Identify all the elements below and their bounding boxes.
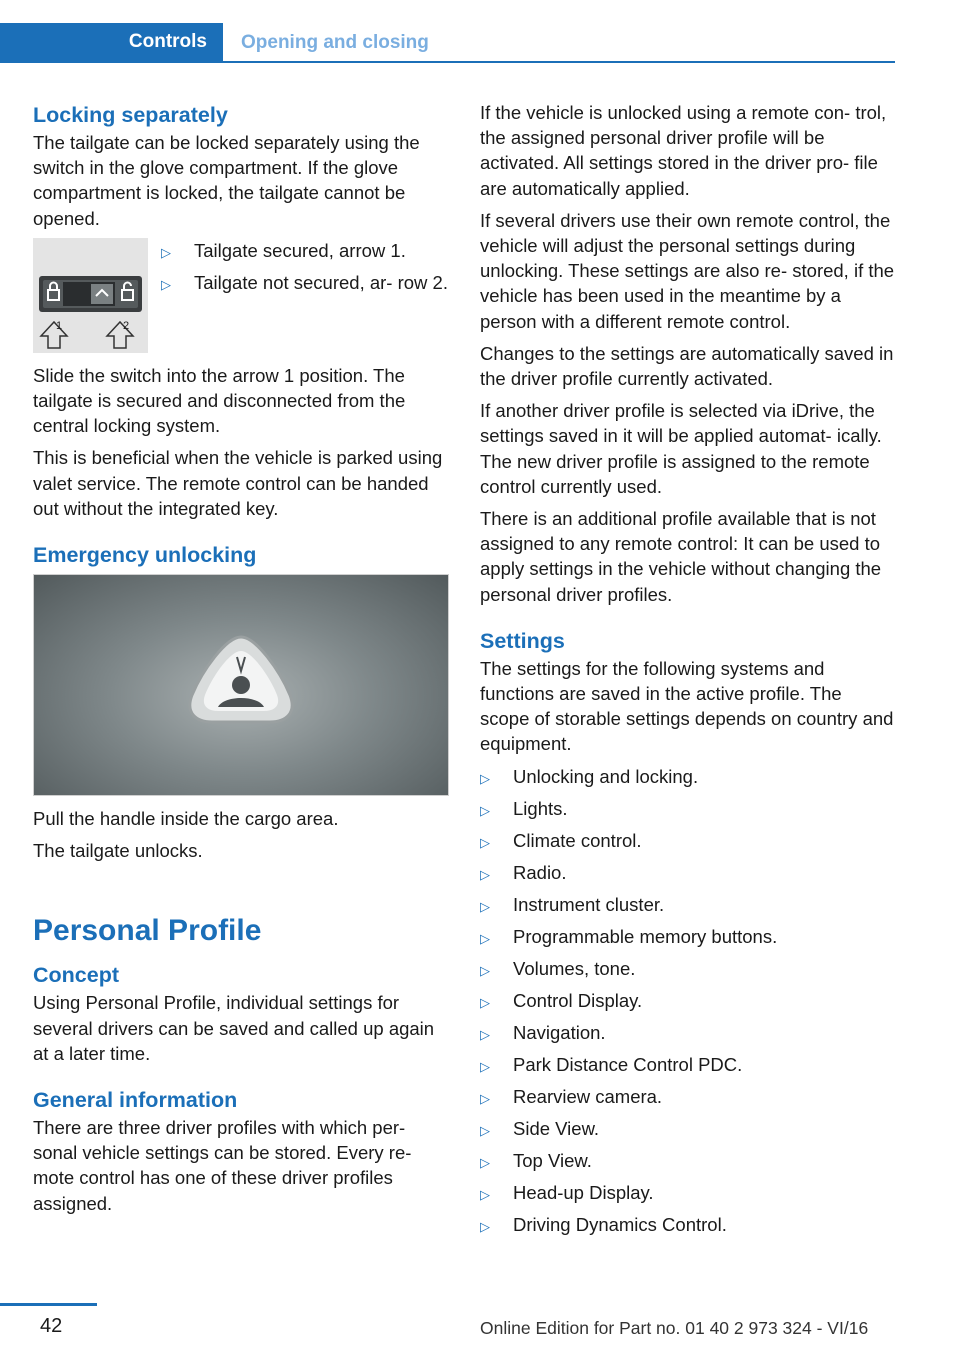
bullet-triangle-icon: ▷ xyxy=(480,770,490,786)
emergency-handle-image xyxy=(33,574,449,796)
bullet-triangle-icon: ▷ xyxy=(480,994,490,1010)
list-item: ▷ Top View. xyxy=(480,1148,895,1173)
bullet-triangle-icon: ▷ xyxy=(161,244,171,260)
right-column xyxy=(480,100,895,1244)
left-column xyxy=(33,100,449,1223)
arrow-2-label: 2 xyxy=(123,319,130,332)
list-item: ▷ Control Display. xyxy=(480,988,895,1013)
arrow-1-label: 1 xyxy=(56,319,63,332)
list-item: ▷ Side View. xyxy=(480,1116,895,1141)
list-item: ▷ Volumes, tone. xyxy=(480,956,895,981)
general-information-text: There are three driver profiles with which per- sonal vehicle settings can be stored. Every re- mote control has one of these driver profiles assigned. xyxy=(33,1117,412,1214)
paragraph-several-drivers: If several drivers use their own remote control, the vehicle will adjust the personal settings during unlocking. These settings are also re- stored, if the vehicle has been used in the meantime by a person with a different remote control. xyxy=(480,209,895,332)
bullet-triangle-icon: ▷ xyxy=(480,1026,490,1042)
list-item: ▷ Driving Dynamics Control. xyxy=(480,1212,895,1237)
list-item: ▷ Instrument cluster. xyxy=(480,892,895,917)
concept-heading: Concept xyxy=(33,963,119,988)
settings-heading: Settings xyxy=(480,628,565,653)
tailgate-switch-image xyxy=(33,238,148,353)
beneficial-text: This is beneficial when the vehicle is parked using valet service. The remote control can be handed out without the integrated key. xyxy=(33,447,443,519)
list-item: ▷ Navigation. xyxy=(480,1020,895,1045)
bullet-triangle-icon: ▷ xyxy=(480,898,490,914)
slide-text: Slide the switch into the arrow 1 position. The tailgate is secured and disconnected from the central locking system. xyxy=(33,364,406,437)
locking-heading: Locking separately xyxy=(33,103,228,127)
list-item: ▷ Tailgate not secured, ar- row 2. xyxy=(161,270,448,295)
page-number: 42 xyxy=(40,1315,63,1337)
paragraph-idrive-profile: If another driver profile is selected via iDrive, the settings saved in it will be applied automat- ically. The new driver profile is assigned to the remote control currently used. xyxy=(480,400,882,497)
emergency-handle-illustration xyxy=(34,575,448,795)
switch-position-list xyxy=(161,238,448,353)
pull-text: Pull the handle inside the cargo area. xyxy=(33,808,339,830)
bullet-triangle-icon: ▷ xyxy=(480,802,490,818)
list-item: ▷ Park Distance Control PDC. xyxy=(480,1052,895,1077)
bullet-triangle-icon: ▷ xyxy=(480,1218,490,1234)
list-item: ▷ Head-up Display. xyxy=(480,1180,895,1205)
list-item: ▷ Climate control. xyxy=(480,828,895,853)
bullet-triangle-icon: ▷ xyxy=(480,962,490,978)
bullet-triangle-icon: ▷ xyxy=(161,276,171,292)
emergency-heading: Emergency unlocking xyxy=(33,543,257,568)
paragraph-additional-profile: There is an additional profile available that is not assigned to any remote control: It can be used to apply settings in the vehicle without changing the personal driver profiles. xyxy=(480,508,882,605)
personal-profile-title: Personal Profile xyxy=(33,914,262,948)
page-header xyxy=(0,23,895,63)
bullet-triangle-icon: ▷ xyxy=(480,1122,490,1138)
section-tab: Opening and closing xyxy=(241,32,429,53)
paragraph-remote-unlock: If the vehicle is unlocked using a remote con- trol, the assigned personal driver profile will be activated. All settings stored in the driver pro- file are automatically applied. xyxy=(480,102,887,199)
list-item: ▷ Tailgate secured, arrow 1. xyxy=(161,238,448,263)
header-rule xyxy=(0,61,895,63)
bullet-triangle-icon: ▷ xyxy=(480,866,490,882)
list-item: ▷ Unlocking and locking. xyxy=(480,764,895,789)
locking-text: The tailgate can be locked separately using the switch in the glove compartment. If the glove compartment is locked, the tailgate cannot be opened. xyxy=(33,132,420,229)
bullet-triangle-icon: ▷ xyxy=(480,1090,490,1106)
bullet-triangle-icon: ▷ xyxy=(480,834,490,850)
paragraph-changes-saved: Changes to the settings are automatically saved in the driver profile currently activated. xyxy=(480,342,894,390)
list-item: ▷ Radio. xyxy=(480,860,895,885)
edition-note: Online Edition for Part no. 01 40 2 973 324 - VI/16 xyxy=(480,1318,869,1338)
list-item: ▷ Programmable memory buttons. xyxy=(480,924,895,949)
list-item: ▷ Lights. xyxy=(480,796,895,821)
footer-rule xyxy=(0,1303,97,1306)
bullet-triangle-icon: ▷ xyxy=(480,1154,490,1170)
bullet-triangle-icon: ▷ xyxy=(480,930,490,946)
switch-figure-row xyxy=(33,238,449,353)
settings-text: The settings for the following systems and functions are saved in the active profile. The scope of storable settings depends on country and equipment. xyxy=(480,657,894,755)
general-information-heading: General information xyxy=(33,1088,238,1113)
tailgate-switch-illustration xyxy=(33,238,148,353)
unlocks-text: The tailgate unlocks. xyxy=(33,840,203,862)
list-item: ▷ Rearview camera. xyxy=(480,1084,895,1109)
concept-text: Using Personal Profile, individual settings for several drivers can be saved and called up again at a later time. xyxy=(33,992,435,1064)
bullet-triangle-icon: ▷ xyxy=(480,1186,490,1202)
chapter-tab: Controls xyxy=(0,23,223,61)
settings-list xyxy=(480,764,895,1237)
bullet-triangle-icon: ▷ xyxy=(480,1058,490,1074)
